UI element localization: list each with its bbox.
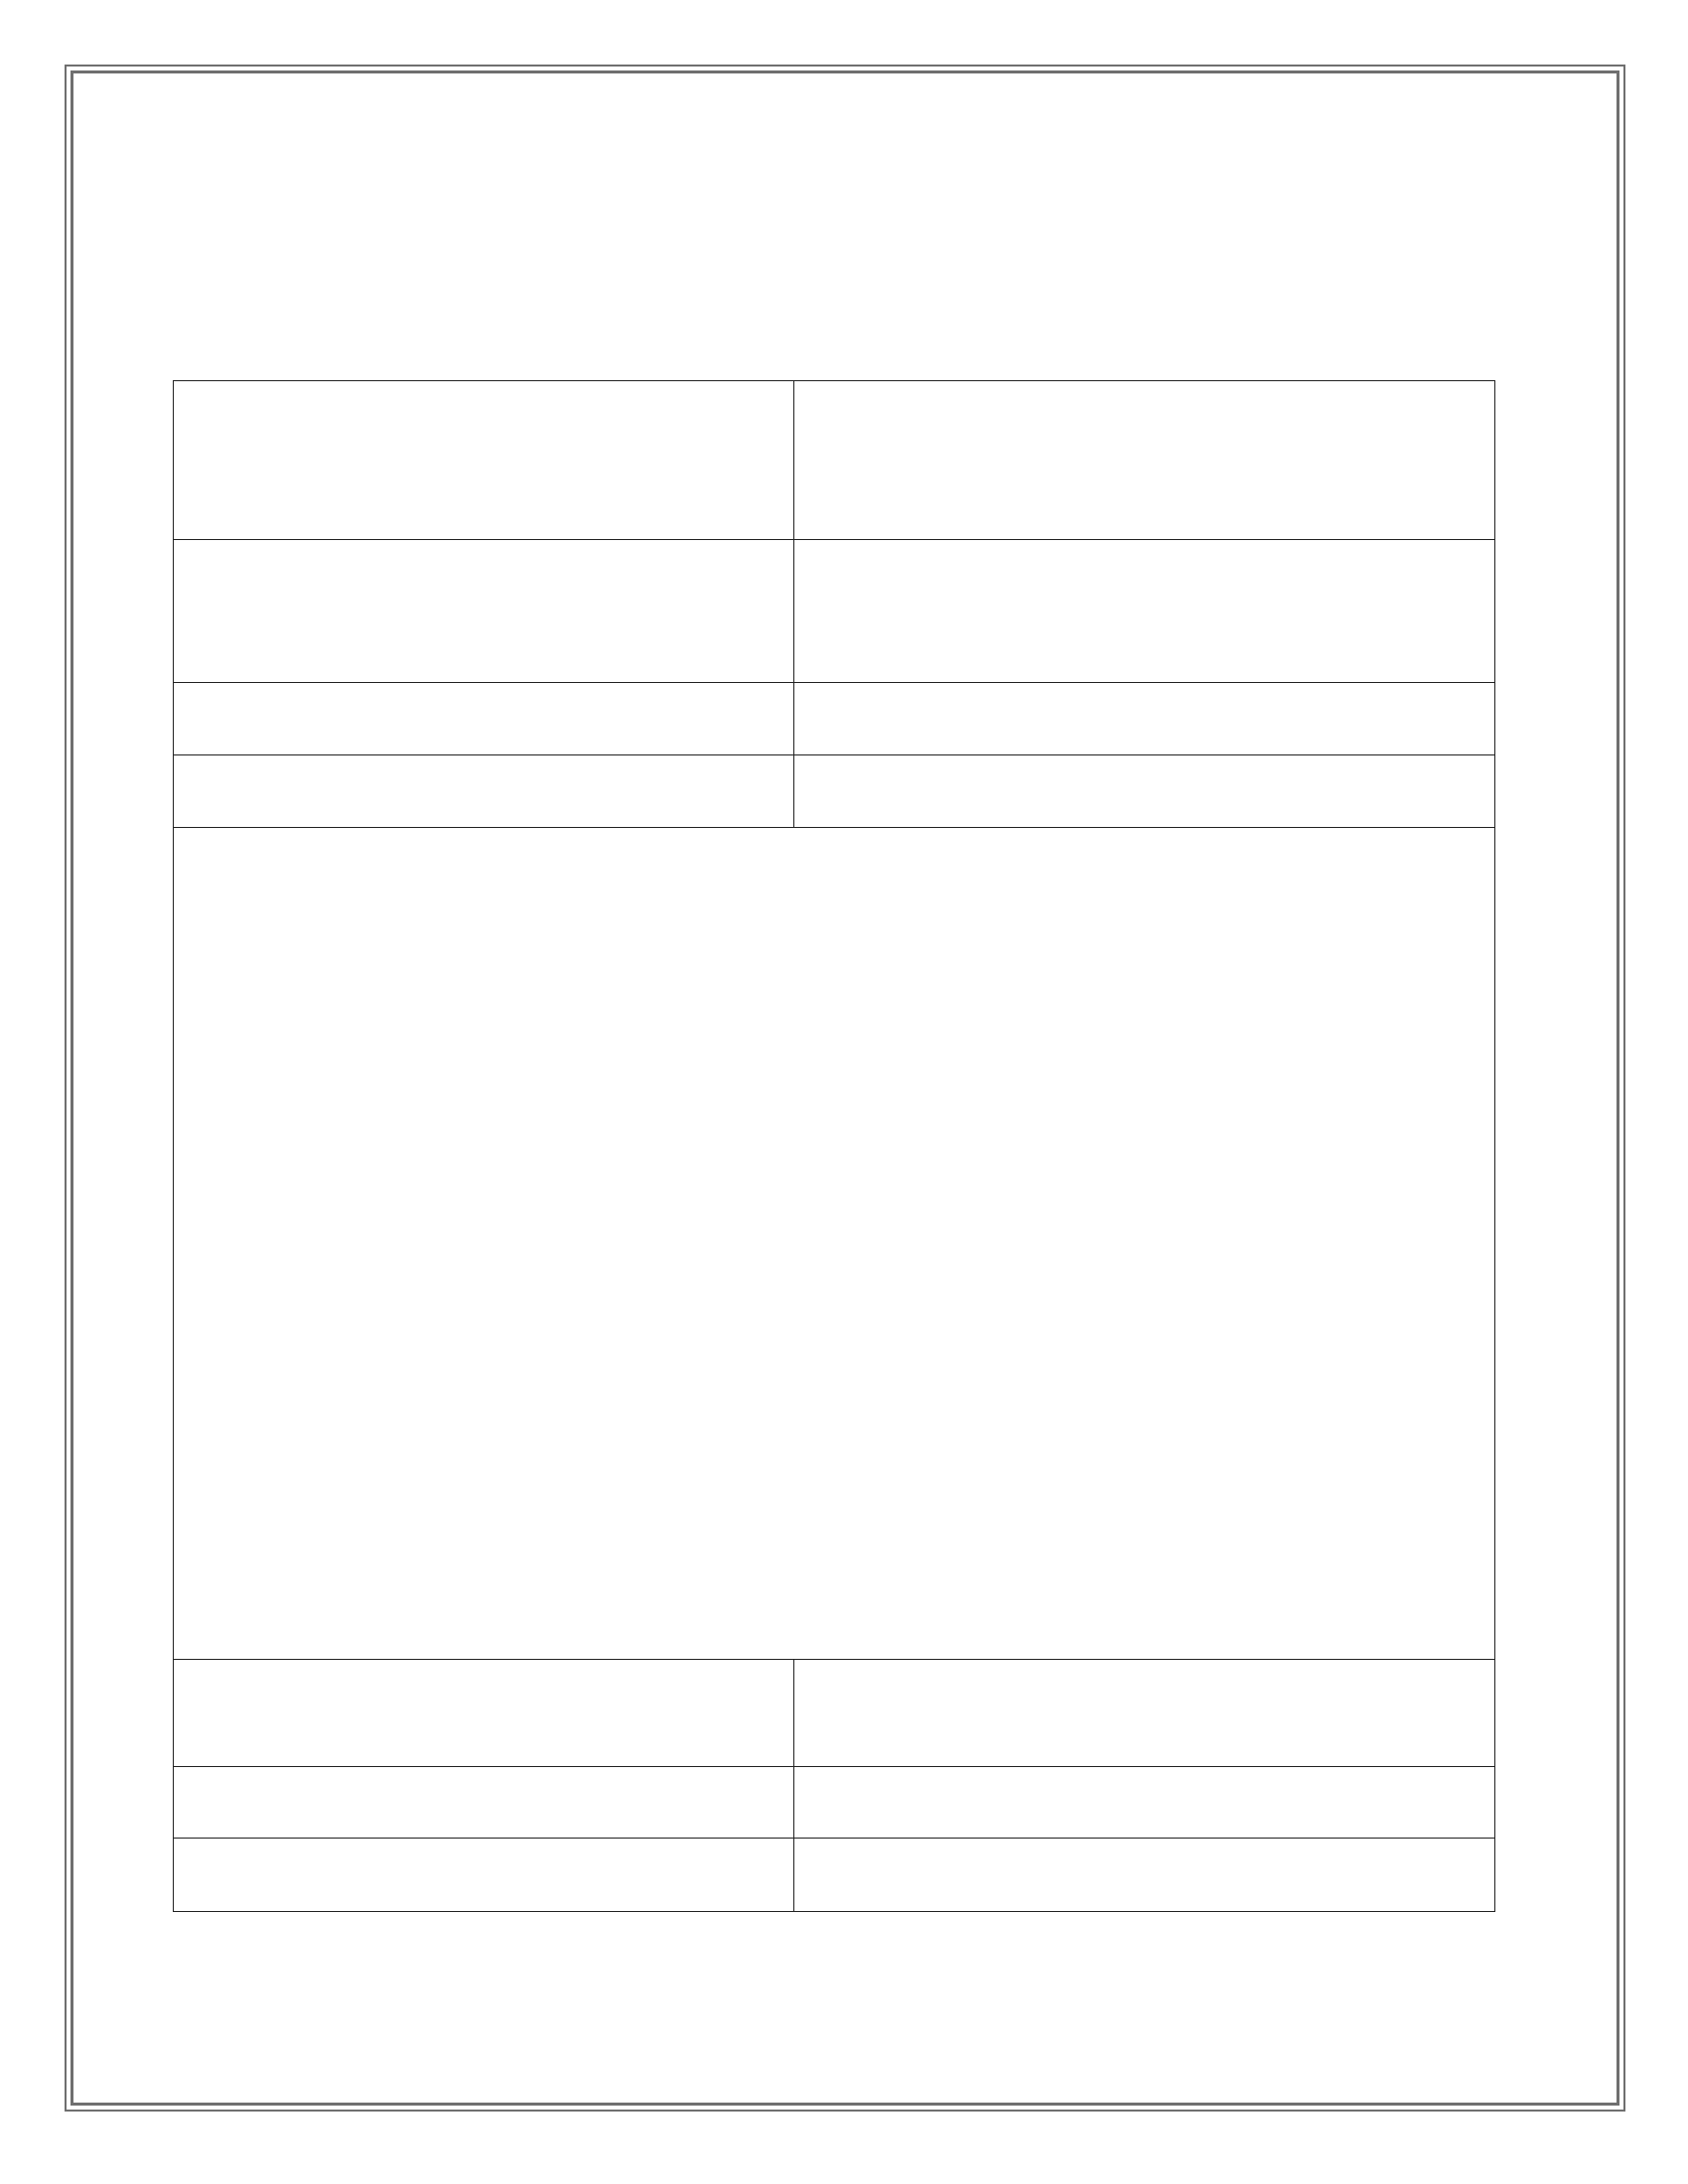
product-name-label	[174, 683, 794, 755]
manufacturer-name-label-cell	[174, 381, 794, 540]
manufacturer-address-value-cell	[794, 540, 1495, 683]
manufacturer-address-row	[174, 540, 1495, 683]
signature-value	[794, 1660, 1495, 1767]
declaration-table	[173, 380, 1495, 1912]
manufacturer-name-value	[794, 381, 1495, 540]
position-label	[174, 1767, 794, 1839]
position-row	[174, 1767, 1495, 1839]
model-value	[794, 755, 1495, 828]
signature-row	[174, 1660, 1495, 1767]
product-name-value	[794, 683, 1495, 755]
signature-label	[174, 1660, 794, 1767]
date-place-label	[174, 1839, 794, 1912]
manufacturer-name-row	[174, 381, 1495, 540]
declaration-cell	[174, 828, 1495, 1660]
date-place-value	[794, 1839, 1495, 1912]
model-row	[174, 755, 1495, 828]
declaration-row	[174, 828, 1495, 1660]
date-place-row	[174, 1839, 1495, 1912]
model-label	[174, 755, 794, 828]
manufacturer-address-label-cell	[174, 540, 794, 683]
position-value	[794, 1767, 1495, 1839]
product-name-row	[174, 683, 1495, 755]
